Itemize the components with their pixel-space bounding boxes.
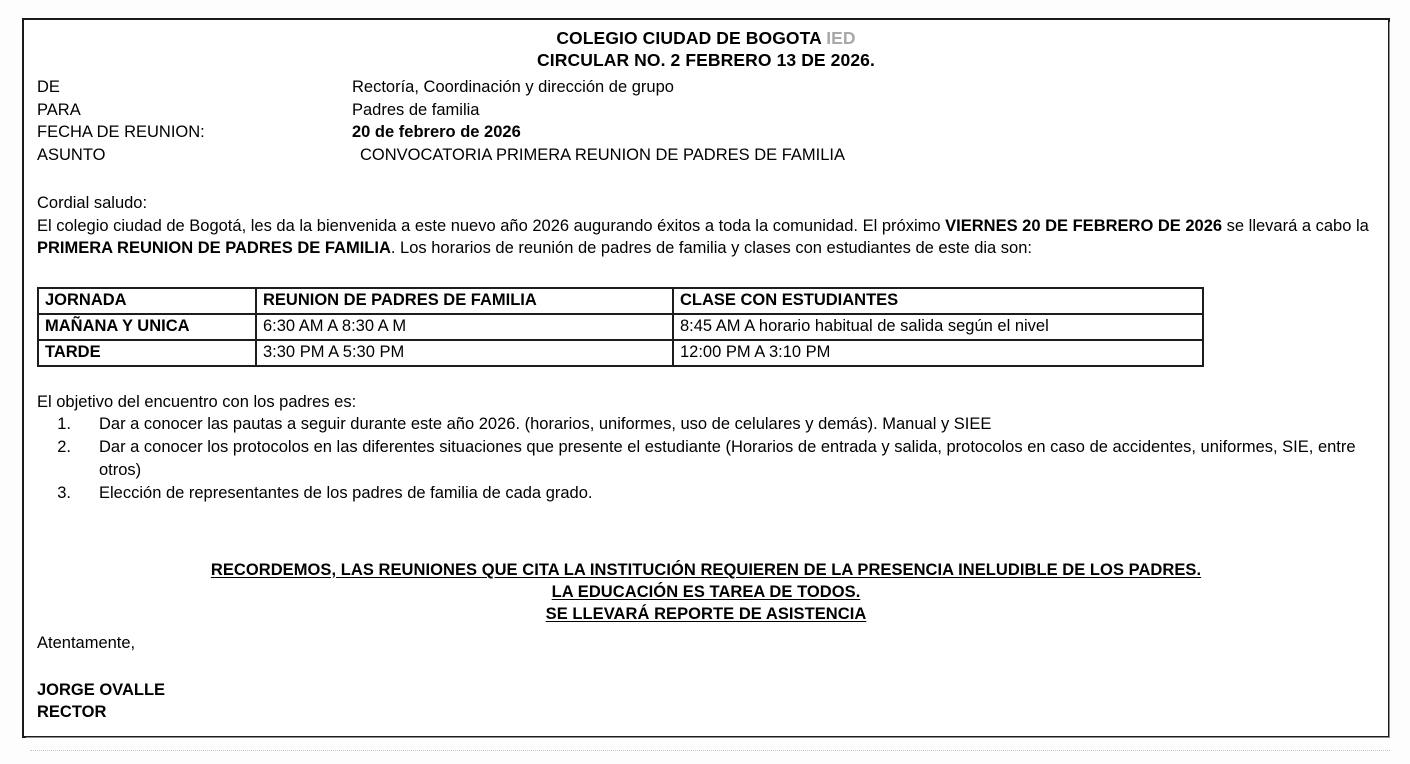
list-item — [37, 413, 1375, 436]
salutation-text: Cordial saludo: — [37, 194, 148, 212]
table-cell-jornada-manana: MAÑANA Y UNICA — [38, 314, 256, 340]
meta-label-de: DE — [37, 78, 60, 96]
institution-suffix-ied: IED — [826, 28, 856, 48]
memo-meta-block — [37, 76, 1375, 166]
signer-name: JORGE OVALLE — [37, 680, 166, 699]
meta-row-asunto — [37, 144, 1375, 167]
table-row — [38, 314, 1203, 340]
table-header-jornada: JORNADA — [38, 288, 256, 314]
table-cell-clase-manana: 8:45 AM A horario habitual de salida según el nivel — [673, 314, 1203, 340]
emphasis-block — [37, 559, 1375, 625]
table-header-row — [38, 288, 1203, 314]
list-item-number: 1. — [57, 415, 71, 433]
emphasis-line-2 — [37, 581, 1375, 603]
list-item-text: Dar a conocer las pautas a seguir durante este año 2026. (horarios, uniformes, uso de celulares y demás). Manual y SIEE — [99, 415, 992, 433]
meta-value-para: Padres de familia — [352, 100, 480, 119]
list-item-number: 3. — [57, 484, 71, 502]
emphasis-line-1 — [37, 559, 1375, 581]
document-header — [37, 27, 1375, 71]
document-frame — [22, 18, 1390, 738]
list-item-text: Elección de representantes de los padres de familia de cada grado. — [99, 484, 593, 502]
table-header-reunion: REUNION DE PADRES DE FAMILIA — [256, 288, 673, 314]
intro-fragment-2: se llevará a cabo la — [1222, 216, 1369, 235]
meta-label-para: PARA — [37, 100, 81, 119]
schedule-table — [37, 287, 1204, 367]
intro-paragraph — [37, 215, 1375, 260]
intro-bold-meeting: PRIMERA REUNION DE PADRES DE FAMILIA — [37, 239, 391, 257]
list-item — [37, 482, 1375, 505]
signature-block — [37, 679, 1375, 724]
closing-salutation: Atentamente, — [37, 634, 136, 652]
emphasis-line-3-text: SE LLEVARÁ REPORTE DE ASISTENCIA — [545, 605, 867, 623]
scan-artifact-line — [30, 750, 1390, 752]
table-header-clase: CLASE CON ESTUDIANTES — [673, 288, 1203, 314]
meta-label-asunto: ASUNTO — [37, 145, 106, 164]
meta-row-de — [37, 76, 1375, 99]
meta-row-fecha — [37, 121, 1375, 144]
meta-value-asunto: CONVOCATORIA PRIMERA REUNION DE PADRES DE FAMILIA — [360, 145, 846, 164]
institution-name: COLEGIO CIUDAD DE BOGOTA — [556, 28, 822, 48]
emphasis-line-3 — [37, 603, 1375, 625]
header-line-institution — [37, 27, 1375, 49]
signer-role: RECTOR — [37, 703, 107, 721]
header-line-circular: CIRCULAR NO. 2 FEBRERO 13 DE 2026. — [537, 50, 875, 70]
table-cell-reunion-tarde: 3:30 PM A 5:30 PM — [256, 340, 673, 366]
emphasis-line-2-text: LA EDUCACIÓN ES TAREA DE TODOS. — [551, 583, 861, 601]
table-cell-jornada-tarde: TARDE — [38, 340, 256, 366]
objective-list — [37, 413, 1375, 505]
list-item-number: 2. — [57, 438, 71, 456]
intro-fragment-3: . Los horarios de reunión de padres de familia y clases con estudiantes de este dia son: — [390, 239, 1032, 257]
list-item-text: Dar a conocer los protocolos en las diferentes situaciones que presente el estudiante (Horarios de entrada y salida, protocolos en caso de accidentes, uniformes, SIE, entre otros) — [99, 438, 1356, 479]
intro-bold-date: VIERNES 20 DE FEBRERO DE 2026 — [945, 216, 1223, 235]
emphasis-line-1-text: RECORDEMOS, LAS REUNIONES QUE CITA LA INSTITUCIÓN REQUIEREN DE LA PRESENCIA INELUDIBLE DE LOS PADRES. — [210, 561, 1202, 579]
objective-intro-text: El objetivo del encuentro con los padres es: — [37, 392, 357, 411]
table-row — [38, 340, 1203, 366]
table-cell-reunion-manana: 6:30 AM A 8:30 A M — [256, 314, 673, 340]
meta-label-fecha: FECHA DE REUNION: — [37, 123, 205, 141]
meta-value-fecha: 20 de febrero de 2026 — [352, 123, 521, 141]
list-item — [37, 436, 1375, 482]
meta-value-de: Rectoría, Coordinación y dirección de grupo — [352, 78, 674, 96]
intro-fragment-1: El colegio ciudad de Bogotá, les da la bienvenida a este nuevo año 2026 augurando éxitos a toda la comunidad. El próximo — [37, 216, 946, 235]
meta-row-para — [37, 99, 1375, 122]
table-cell-clase-tarde: 12:00 PM A 3:10 PM — [673, 340, 1203, 366]
